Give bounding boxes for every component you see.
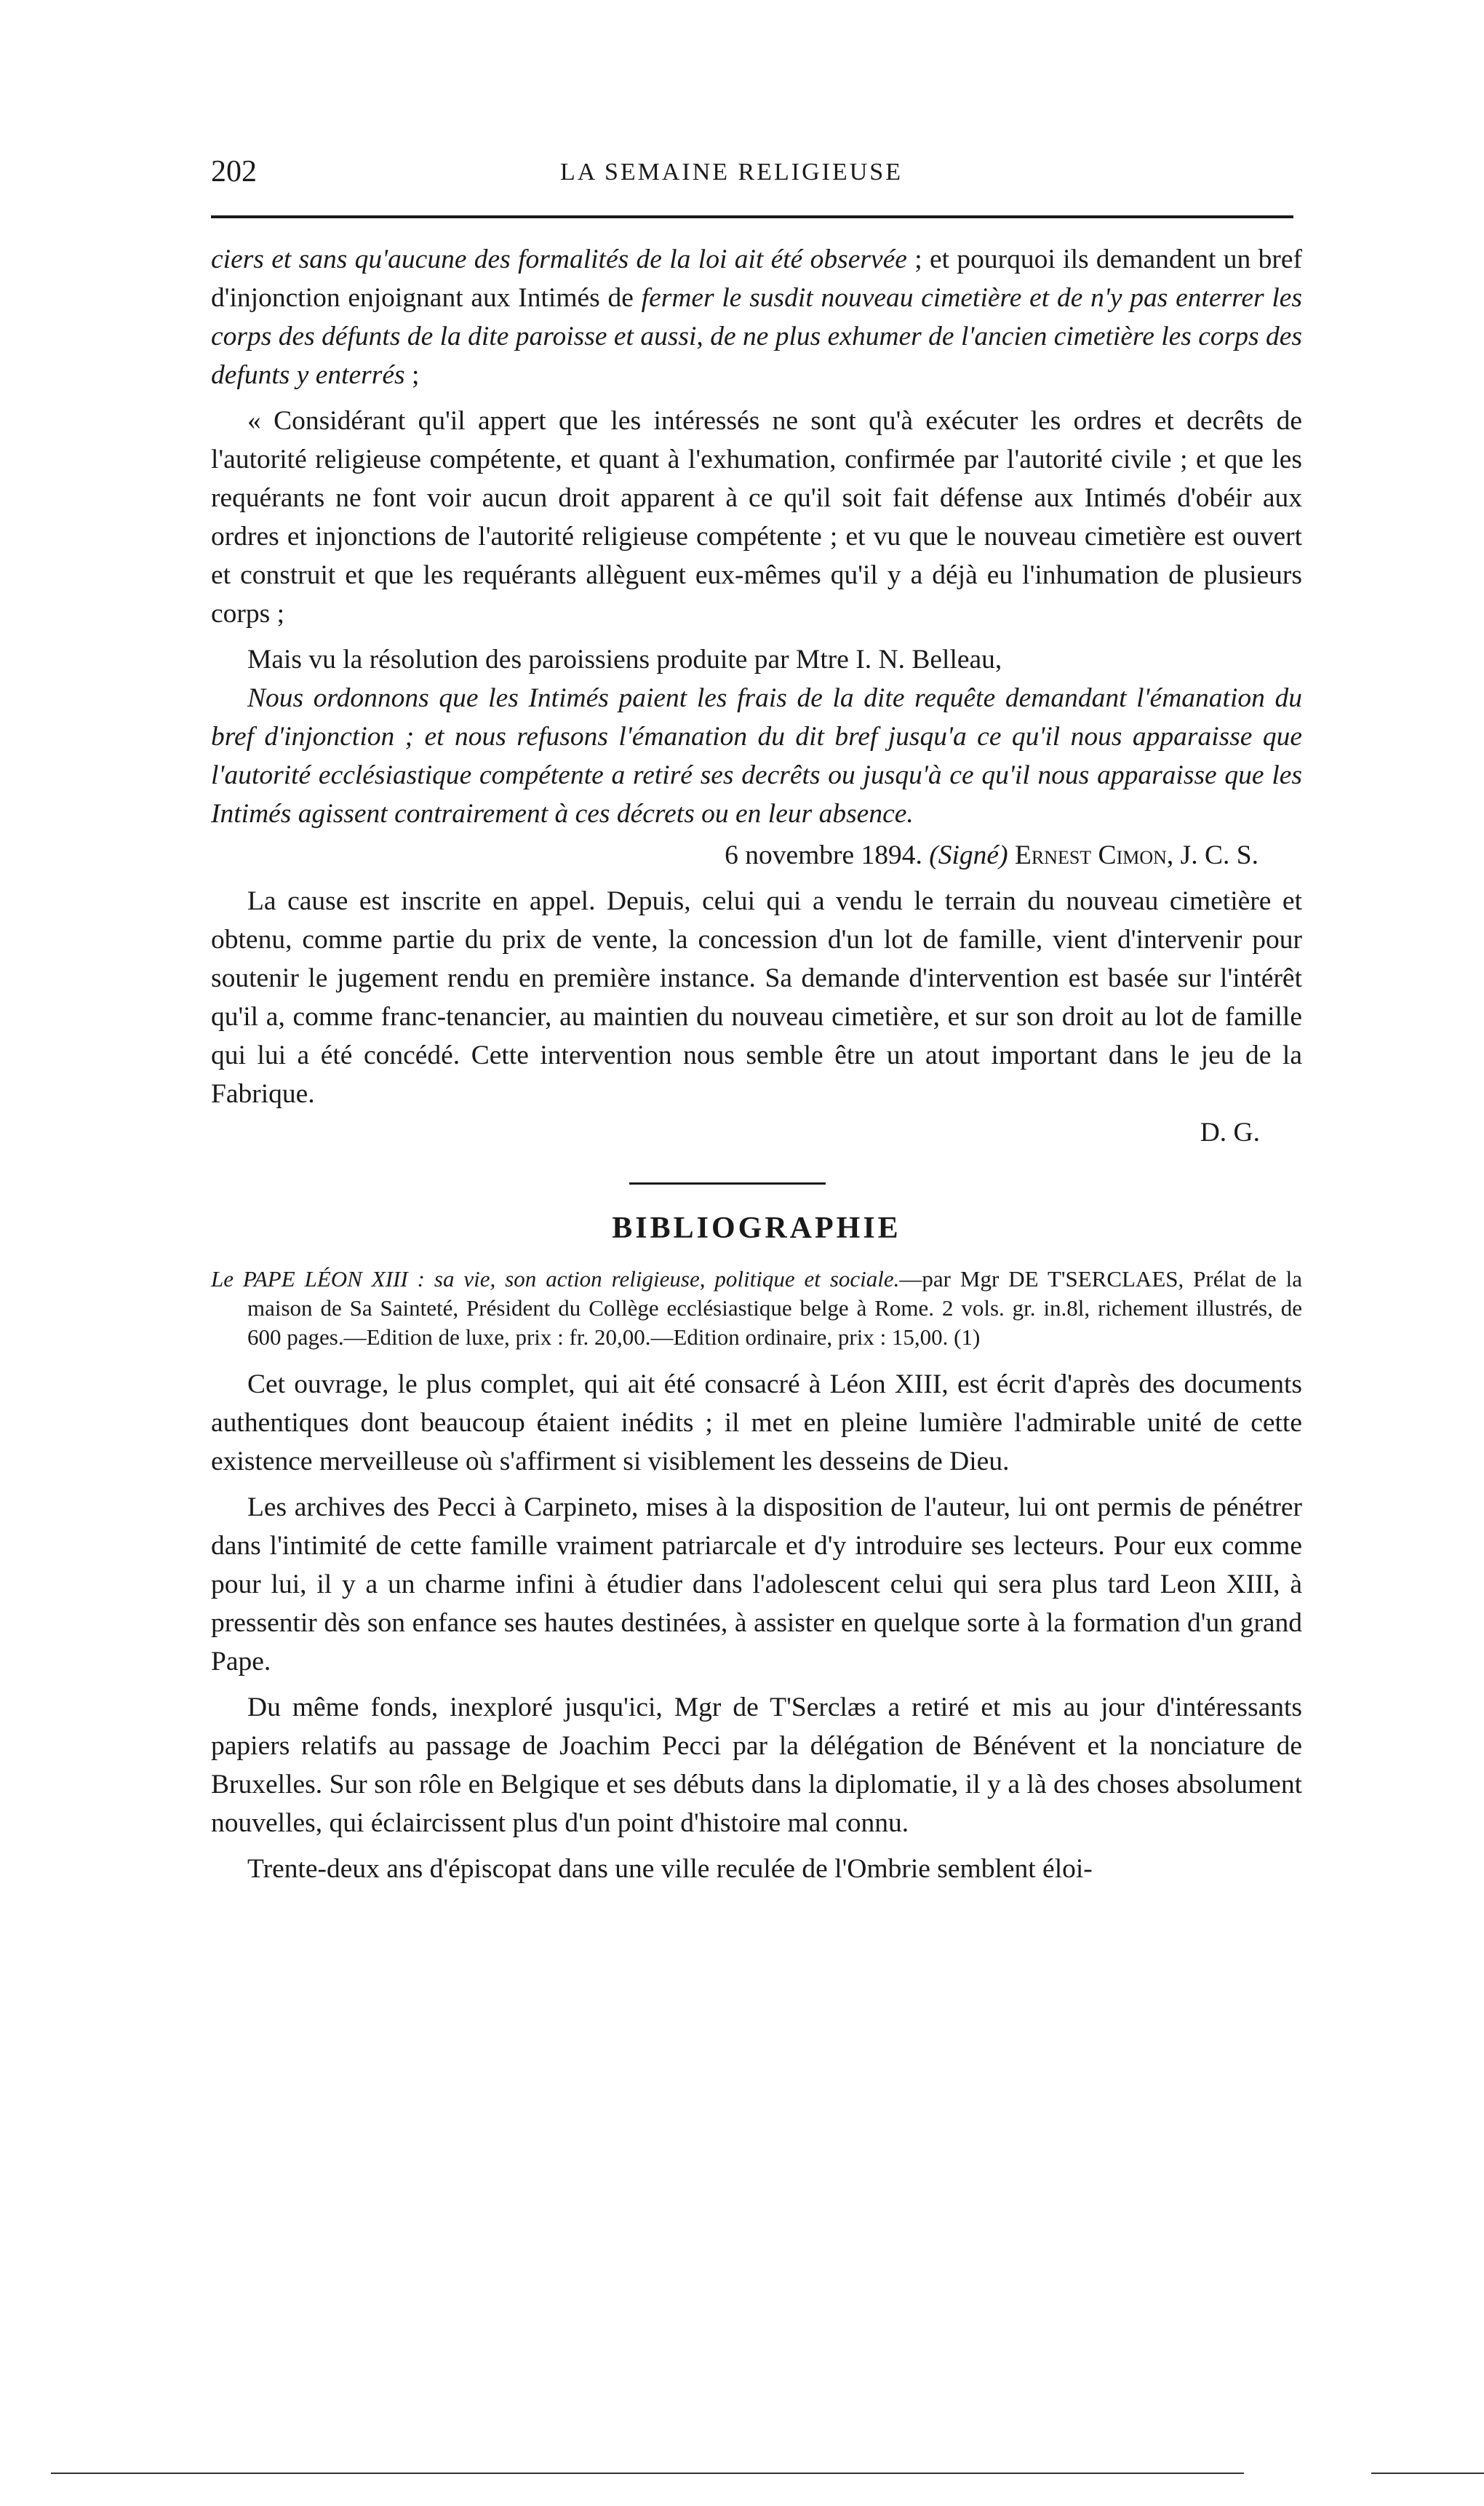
section-title: BIBLIOGRAPHIE (612, 1212, 901, 1245)
review-paragraph: Trente-deux ans d'épiscopat dans une ville reculée de l'Ombrie semblent éloi- (247, 1854, 1093, 1884)
book-title: Le PAPE LÉON XIII : sa vie, son action religieuse, politique et sociale. (211, 1266, 900, 1292)
paragraph-ordonnance: Nous ordonnons que les Intimés paient les frais de la dite requête demandant l'émanation du bref d'injonction ; et nous refusons l'émanation du dit bref jusqu'a ce qu'il nous apparaisse que l'autorité ecclésiastique compétente a retiré ses decrêts ou jusqu'à ce qu'il nous apparaisse que les Intimés agissent contrairement à ces décrets ou en leur absence. (211, 683, 1302, 829)
header-rule (211, 215, 1293, 218)
page-header (211, 154, 1302, 198)
bibliography-entry (211, 1265, 1302, 1352)
book-details: —par Mgr DE T'SERCLAES, Prélat de la maison de Sa Sainteté, Président du Collège ecclésiastique belge à Rome. 2 vols. gr. in.8l, richement illustrés, de 600 pages.—Edition de luxe, prix : fr. 20,00.—Edition ordinaire, prix : 15,00. (1) (247, 1266, 1302, 1350)
judgment-signature (211, 836, 1302, 875)
page-bottom-rule (51, 2473, 1244, 2474)
review-paragraph: Les archives des Pecci à Carpineto, mises à la disposition de l'auteur, lui ont permis de pénétrer dans l'intimité de cette famille vraiment patriarcale et d'y introduire ses lecteurs. Pour eux comme pour lui, il y a un charme infini à étudier dans l'adolescent celui qui sera plus tard Leon XIII, à pressentir dès son enfance ses hautes destinées, à assister en quelque sorte à la formation d'un grand Pape. (211, 1492, 1302, 1676)
text-run: ; et pourquoi ils demandent un bref d'injonction enjoignant aux Intimés de (211, 244, 1302, 313)
paragraph-continuation (211, 240, 1302, 394)
text-run: ; (404, 360, 420, 390)
signature-date: 6 novembre 1894. (725, 840, 922, 870)
signature-suffix: , J. C. S. (1166, 840, 1258, 870)
author-initials: D. G. (1200, 1118, 1260, 1147)
paragraph-appel: La cause est inscrite en appel. Depuis, celui qui a vendu le terrain du nouveau cimetière et obtenu, comme partie du prix de vente, la concession d'un lot de famille, vient d'intervenir pour soutenir le jugement rendu en première instance. Sa demande d'intervention est basée sur l'intérêt qu'il a, comme franc-tenancier, au maintien du nouveau cimetière, et sur son droit au lot de famille qui lui a été concédé. Cette intervention nous semble être un atout important dans le jeu de la Fabrique. (211, 886, 1302, 1109)
article-body (211, 240, 1302, 1888)
paragraph-resolution: Mais vu la résolution des paroissiens produite par Mtre I. N. Belleau, (247, 645, 1002, 675)
paragraph-considerant: « Considérant qu'il appert que les intéressés ne sont qu'à exécuter les ordres et decrêts de l'autorité religieuse compétente, et quant à l'exhumation, confirmée par l'autorité civile ; et que les requérants ne font voir aucun droit apparent à ce qu'il soit fait défense aux Intimés d'obéir aux ordres et injonctions de l'autorité religieuse compétente ; et vu que le nouveau cimetière est ouvert et construit et que les requérants allèguent eux-mêmes qu'il y a déjà eu l'inhumation de plusieurs corps ; (211, 406, 1302, 629)
section-separator (629, 1182, 826, 1185)
review-paragraph: Du même fonds, inexploré jusqu'ici, Mgr de T'Serclæs a retiré et mis au jour d'intéressants papiers relatifs au passage de Joachim Pecci par la délégation de Bénévent et la nonciature de Bruxelles. Sur son rôle en Belgique et ses débuts dans la diplomatie, il y a là des choses absolument nouvelles, qui éclaircissent plus d'un point d'histoire mal connu. (211, 1692, 1302, 1838)
page-bottom-rule-right (1371, 2473, 1484, 2474)
italic-quote: ciers et sans qu'aucune des formalités de la loi ait été observée (211, 244, 907, 274)
review-paragraph: Cet ouvrage, le plus complet, qui ait été consacré à Léon XIII, est écrit d'après des documents authentiques dont beaucoup étaient inédits ; il met en pleine lumière l'admirable unité de cette existence merveilleuse où s'affirment si visiblement les desseins de Dieu. (211, 1369, 1302, 1476)
signature-name: Ernest Cimon (1014, 840, 1167, 870)
running-head: LA SEMAINE RELIGIEUSE (560, 159, 903, 186)
signature-mark: (Signé) (929, 840, 1008, 870)
italic-quote: fermer le susdit nouveau cimetière et de n'y pas enterrer les corps des défunts de la dite paroisse et aussi, de ne plus exhumer de l'ancien cimetière les corps des defunts y enterrés (211, 283, 1302, 390)
page-number: 202 (211, 155, 257, 188)
